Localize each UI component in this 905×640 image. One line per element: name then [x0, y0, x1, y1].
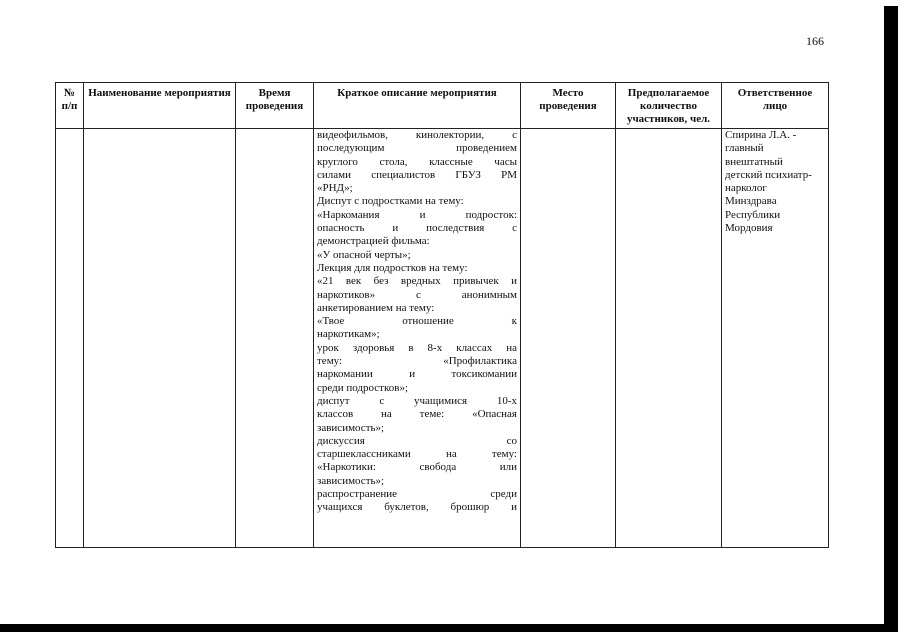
- description-line: учащихся буклетов, брошюр и: [317, 501, 517, 514]
- description-line: круглого стола, классные часы: [317, 155, 517, 168]
- header-participants: Предполагаемое количество участников, чел.: [616, 83, 722, 129]
- cell-participants: [616, 129, 722, 548]
- description-line: демонстрацией фильма:: [317, 235, 430, 248]
- cell-time: [236, 129, 314, 548]
- description-line: диспут с учащимися 10-х: [317, 394, 517, 407]
- description-line: последующим проведением: [317, 142, 517, 155]
- cell-number: [56, 129, 84, 548]
- description-line: «Твое отношение к: [317, 315, 517, 328]
- description-line: Лекция для подростков на тему:: [317, 261, 468, 274]
- responsible-line: нарколог: [725, 182, 767, 195]
- header-description: Краткое описание мероприятия: [314, 83, 521, 129]
- description-line: зависимость»;: [317, 421, 385, 434]
- description-line: «РНД»;: [317, 182, 353, 195]
- cell-place: [521, 129, 616, 548]
- responsible-line: внештатный: [725, 155, 783, 168]
- header-event-name: Наименование мероприятия: [84, 83, 236, 129]
- cell-responsible: [722, 129, 829, 548]
- description-line: наркотиков» с анонимным: [317, 288, 517, 301]
- events-table: [55, 82, 829, 548]
- cell-event-name: [84, 129, 236, 548]
- responsible-line: Республики: [725, 208, 781, 221]
- description-line: урок здоровья в 8-х классах на: [317, 341, 517, 354]
- page-number: 166: [806, 34, 824, 48]
- table-header-row: [56, 83, 829, 129]
- responsible-line: Мордовия: [725, 222, 773, 235]
- responsible-line: Спирина Л.А. -: [725, 129, 797, 141]
- description-line: тему: «Профилактика: [317, 355, 517, 368]
- description-line: Диспут с подростками на тему:: [317, 195, 464, 208]
- header-responsible: Ответственное лицо: [722, 83, 829, 129]
- header-time: Время проведения: [236, 83, 314, 129]
- responsible-line: Минздрава: [725, 195, 777, 208]
- description-line: распространение среди: [317, 488, 517, 501]
- description-line: «Наркотики: свобода или: [317, 461, 517, 474]
- description-line: силами специалистов ГБУЗ РМ: [317, 168, 517, 181]
- description-line: дискуссия со: [317, 434, 517, 447]
- description-line: наркотикам»;: [317, 328, 380, 341]
- table-row: [56, 129, 829, 548]
- description-line: «21 век без вредных привычек и: [317, 275, 517, 288]
- description-line: «У опасной черты»;: [317, 248, 411, 261]
- description-line: среди подростков»;: [317, 381, 409, 394]
- header-place: Место проведения: [521, 83, 616, 129]
- description-line: зависимость»;: [317, 474, 385, 487]
- header-number: № п/п: [56, 83, 84, 129]
- description-line: наркомании и токсикомании: [317, 368, 517, 381]
- description-line: классов на теме: «Опасная: [317, 408, 517, 421]
- responsible-line: главный: [725, 142, 764, 155]
- description-line: анкетированием на тему:: [317, 301, 435, 314]
- scan-right-border: [884, 6, 898, 631]
- description-line: «Наркомания и подросток:: [317, 208, 517, 221]
- description-line: опасность и последствия с: [317, 222, 517, 235]
- description-line: старшеклассниками на тему:: [317, 448, 517, 461]
- cell-description: [314, 129, 521, 548]
- scan-bottom-border: [0, 624, 898, 632]
- responsible-line: детский психиатр-: [725, 168, 812, 181]
- description-line: видеофильмов, кинолектории, с: [317, 129, 517, 141]
